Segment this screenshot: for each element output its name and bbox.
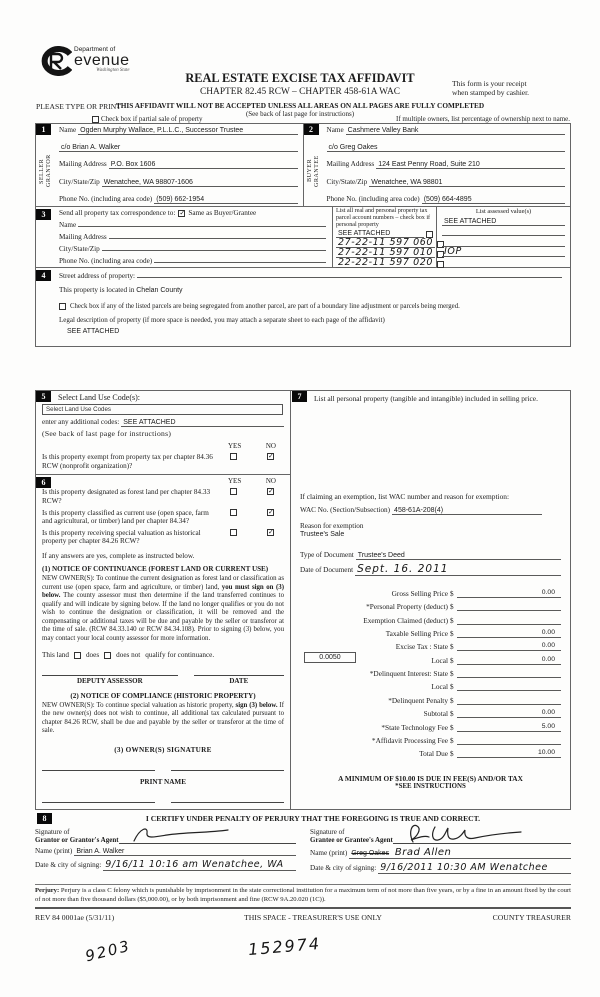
section-7-badge: 7 (292, 391, 307, 402)
seller-grantor-side-label: SELLER GRANTOR (38, 154, 52, 188)
grantor-name-print-label: Name (print) (35, 847, 73, 855)
forest-land-question: Is this property designated as forest land per chapter 84.33 RCW? (42, 488, 211, 505)
section-6-header (36, 474, 290, 488)
partial-sale-row (92, 115, 570, 123)
footer-row (35, 913, 571, 922)
affidavit-processing-fee-value[interactable] (457, 737, 561, 745)
buyer-phone-label: Phone No. (including area code) (326, 195, 420, 203)
logo-washington-state: Washington State (96, 68, 130, 73)
buyer-name-value[interactable]: Cashmere Valley Bank (346, 127, 565, 135)
seller-name-value[interactable]: Ogden Murphy Wallace, P.L.L.C., Successor Trustee (78, 127, 297, 135)
parcel-numbers-column (332, 207, 436, 267)
parcel-see-attached[interactable]: SEE ATTACHED (336, 230, 424, 238)
section-4-badge: 4 (36, 270, 51, 281)
multiple-owners-note: If multiple owners, list percentage of ownership next to name. (396, 115, 570, 123)
notice-compliance-title: (2) NOTICE OF COMPLIANCE (HISTORIC PROPERTY) (70, 692, 256, 700)
assessed-value-input-3[interactable]: IOP (442, 247, 565, 257)
grantor-name-print-value[interactable]: Brian A. Walker (74, 848, 296, 856)
buyer-name-label: Name (326, 126, 344, 134)
delinquent-penalty-value[interactable] (457, 697, 561, 705)
corr-mailing-label: Mailing Address (59, 233, 107, 241)
print-name-line-1[interactable] (42, 801, 155, 803)
segregated-checkbox[interactable] (59, 303, 66, 310)
corr-mailing-input[interactable] (109, 231, 326, 239)
excise-tax-state-value[interactable]: 0.00 (457, 642, 561, 651)
delinquent-interest-state-label: *Delinquent Interest: State (369, 669, 448, 679)
logo-department-of: Department of (74, 46, 116, 53)
corr-phone-label: Phone No. (including area code) (59, 257, 153, 265)
grantee-name-print-value[interactable] (349, 847, 571, 859)
personal-property-deduct-value[interactable] (457, 603, 561, 611)
section-6-badge: 6 (36, 477, 51, 488)
seller-city-label: City/State/Zip (59, 177, 100, 186)
grantee-date-city-value[interactable]: 9/16/2011 10:30 AM Wenatchee (378, 862, 571, 874)
seller-phone-value[interactable]: (509) 662-1954 (154, 196, 297, 204)
notice-compliance-body: NEW OWNER(S): To continue special valuation as historic property, sign (3) below. If the new owner(s) does not wish to continue, all additional tax calculated pursuant to chapter 84.26 RCW, shall be due and payable by the seller or transferor at the time of sale. (42, 702, 284, 735)
grantor-date-city-label: Date & city of signing: (35, 861, 102, 869)
send-correspondence-label: Send all property tax correspondence to: (59, 209, 176, 217)
stamp-number-left: 9203 (83, 936, 133, 966)
seller-phone-label: Phone No. (including area code) (59, 195, 153, 203)
personal-property-intro: List all personal property (tangible and intangible) included in selling price. (314, 394, 538, 403)
taxable-selling-price-value[interactable]: 0.00 (457, 629, 561, 638)
notice-continuance-title: (1) NOTICE OF CONTINUANCE (FOREST LAND OR CURRENT USE) (42, 565, 269, 574)
land-does-checkbox[interactable] (74, 652, 81, 659)
grantee-name-print-label: Name (print) (310, 849, 348, 857)
state-technology-fee-label: *State Technology Fee (381, 722, 448, 732)
deputy-assessor-line[interactable]: DEPUTY ASSESSOR (42, 675, 178, 685)
sec5-see-back: (See back of last page for instructions) (42, 429, 172, 438)
located-in-label: This property is located in (59, 286, 135, 294)
receipt-note-line2: when stamped by cashier. (452, 88, 530, 97)
grantor-signature-label: Signature of Grantor or Grantor's Agent (35, 827, 119, 844)
print-name-line-2[interactable] (171, 801, 284, 803)
delinquent-interest-local-label: Local (431, 682, 448, 692)
subtotal-value[interactable]: 0.00 (457, 709, 561, 718)
county-value[interactable]: Chelan County (136, 287, 183, 294)
property-location-section (35, 267, 571, 347)
parcel-numbers-header: List all real and personal property tax parcel account numbers – check box if personal property (336, 208, 431, 229)
exempt-yes-checkbox[interactable] (230, 453, 237, 460)
if-yes-note: If any answers are yes, complete as instructed below. (42, 552, 195, 561)
assessed-values-column (436, 207, 570, 267)
section-8-badge: 8 (37, 813, 52, 824)
buyer-phone-value[interactable]: (509) 664-4895 (422, 196, 565, 204)
receipt-note (452, 79, 574, 97)
buyer-care-of-value[interactable]: c/o Greg Oakes (327, 144, 566, 152)
same-as-buyer-label: Same as Buyer/Grantee (188, 209, 257, 217)
seller-mailing-label: Mailing Address (59, 160, 107, 168)
does-not-label: does not (116, 651, 141, 659)
section-3-badge: 3 (36, 209, 51, 220)
assessed-value-input-1[interactable] (442, 228, 565, 236)
money-table: Gross Selling Price $ 0.00 *Personal Property (deduct) $ Exemption Claimed (deduct) $ Taxable Selling Price $ 0.00 Excise Tax : State $ 0.00 0.0050 Local $ 0.00 *Delinquent Interest: State $ Local $ *Delinquent Penalty $ Subtotal $ 0.00 *State Technology Fee $ 5.00 *Affidavit Processing Fee $ Total Due $ 10.00 (300, 584, 561, 758)
grantee-date-city-label: Date & city of signing: (310, 864, 377, 872)
same-as-buyer-checkbox[interactable]: ✓ (179, 208, 186, 217)
corr-phone-input[interactable] (154, 255, 326, 263)
seller-name-label: Name (59, 126, 77, 134)
reason-exemption-value[interactable]: Trustee's Sale (300, 531, 345, 539)
notice-continuance-body: NEW OWNER(S): To continue the current designation as forest land or classification as current use (open space, farm and agriculture, or timber) land, you must sign on (3) below. The county assessor must then determine if the land transferred continues to qualify and will indicate by signing below. If the land no longer qualifies or you do not wish to continue the designation or classification, it will be removed and the compensating or additional taxes will be due and payable by the seller or transferor at the time of sale. (RCW 84.33.140 or RCW 84.34.108). Prior to signing (3) below, you may contact your local county assessor for more information. (42, 575, 284, 642)
seller-city-value[interactable]: Wenatchee, WA 98807-1606 (102, 179, 298, 187)
grantor-signature-block (35, 824, 296, 874)
delinquent-interest-local-value[interactable] (457, 683, 561, 691)
continuance-qualify-row (42, 651, 284, 659)
legal-description-value[interactable]: SEE ATTACHED (67, 328, 120, 335)
parcel-number-3[interactable]: 22-22-11 597 020 (338, 256, 434, 268)
form-title: REAL ESTATE EXCISE TAX AFFIDAVIT (185, 71, 415, 85)
section-1-badge: 1 (36, 124, 51, 135)
date-of-document-value[interactable]: Sept. 16. 2011 (355, 563, 561, 576)
this-land-label: This land (42, 651, 69, 659)
buyer-grantee-side-label: BUYER GRANTEE (305, 155, 320, 187)
form-subtitle: CHAPTER 82.45 RCW – CHAPTER 458-61A WAC (200, 87, 400, 97)
grantee-signature-line[interactable] (393, 824, 571, 844)
corr-name-input[interactable] (78, 219, 326, 227)
see-instructions-note: *SEE INSTRUCTIONS (395, 783, 466, 791)
assessed-see-attached[interactable]: SEE ATTACHED (442, 218, 565, 226)
owner-signature-line-2[interactable] (171, 769, 284, 771)
correspondence-fields (36, 207, 332, 267)
additional-codes-value[interactable]: SEE ATTACHED (121, 419, 284, 427)
gross-selling-price-label: Gross Selling Price (391, 588, 448, 598)
wac-label: WAC No. (Section/Subsection) (300, 506, 391, 515)
personal-property-deduct-label: *Personal Property (deduct) (366, 602, 448, 612)
historic-question: Is this property receiving special valuation as historical property per chapter 84.26 RCW? (42, 528, 201, 546)
perjury-text: Perjury is a class C felony which is punishable by imprisonment in the state correctional institution for a maximum term of not more than five years, or by a fine in an amount fixed by the court of not more than five thousand dollars ($5,000.00), or by both imprisonment and fine (RCW 9A.20.020 (1C)). (35, 887, 571, 903)
please-type-or-print: PLEASE TYPE OR PRINT (36, 102, 121, 111)
exemption-label: If claiming an exemption, list WAC number and reason for exemption: (300, 492, 510, 502)
local-rate-box[interactable]: 0.0050 (304, 652, 356, 663)
type-of-document-value[interactable]: Trustee's Deed (356, 552, 561, 560)
date-of-document-label: Date of Document (300, 566, 354, 575)
gross-selling-price-value[interactable]: 0.00 (457, 589, 561, 598)
street-address-label: Street address of property: (59, 272, 136, 280)
assessed-values-header: List assessed value(s) (475, 208, 532, 215)
street-address-input[interactable] (137, 270, 562, 278)
historic-no-checkbox[interactable]: ✓ (268, 527, 274, 536)
exempt-no-checkbox[interactable]: ✓ (268, 452, 274, 460)
grantor-signature (131, 824, 231, 846)
form-revision-number: REV 84 0001ae (5/31/11) (35, 913, 115, 922)
corr-city-input[interactable] (102, 243, 326, 251)
reason-exemption-label: Reason for exemption (300, 522, 364, 531)
corr-name-label: Name (59, 221, 77, 229)
owner-signature-line-1[interactable] (42, 769, 155, 771)
parcel-number-2[interactable]: 27-22-11 597 010 (338, 246, 434, 258)
current-use-question: Is this property classified as current use (open space, farm and agricultural, or timber) land per chapter 84.34? (42, 508, 209, 526)
seller-mailing-value[interactable]: P.O. Box 1606 (109, 161, 298, 169)
state-technology-fee-value[interactable]: 5.00 (457, 723, 561, 732)
delinquent-penalty-label: *Delinquent Penalty (388, 695, 448, 705)
land-use-select[interactable]: Select Land Use Codes (42, 404, 283, 415)
buyer-city-value[interactable]: Wenatchee, WA 98801 (369, 179, 565, 187)
section-2-badge: 2 (304, 124, 319, 135)
type-of-document-label: Type of Document (300, 551, 354, 560)
receipt-number-center: 152974 (247, 933, 322, 960)
sec5-yes-no-header: YES NO (228, 442, 276, 450)
owners-signature-lines (42, 769, 284, 771)
current-use-no-checkbox[interactable]: ✓ (268, 507, 274, 516)
buyer-mailing-value[interactable]: 124 East Penny Road, Suite 210 (376, 161, 565, 169)
grantee-name-hand: Brad Allen (394, 847, 452, 858)
land-does-not-checkbox[interactable] (104, 652, 111, 659)
forest-yes-checkbox[interactable] (230, 488, 237, 495)
grantee-signature (405, 820, 525, 846)
section-5-badge: 5 (36, 391, 51, 402)
grantee-name-struck: Greg Oakes (351, 850, 390, 857)
excise-tax-state-label: Excise Tax : State (395, 642, 448, 652)
current-use-yes-checkbox[interactable] (230, 509, 237, 516)
completion-warning: THIS AFFIDAVIT WILL NOT BE ACCEPTED UNLESS ALL AREAS ON ALL PAGES ARE FULLY COMPLETED (115, 101, 485, 110)
delinquent-interest-state-value[interactable] (457, 670, 561, 678)
minimum-due-note: A MINIMUM OF $10.00 IS DUE IN FEE(S) AND/OR TAX (338, 774, 523, 784)
selling-price-section (291, 390, 571, 810)
seller-care-of-value[interactable]: c/o Brian A. Walker (59, 144, 298, 152)
certify-statement: 8 I CERTIFY UNDER PENALTY OF PERJURY THAT THE FOREGOING IS TRUE AND CORRECT. (35, 814, 571, 823)
print-name-lines (42, 801, 284, 803)
receipt-note-line1: This form is your receipt (452, 79, 527, 88)
partial-sale-label: Check box if partial sale of property (101, 115, 203, 123)
qualify-label: qualify for continuance. (145, 651, 215, 659)
county-treasurer-label: COUNTY TREASURER (492, 913, 571, 922)
parcel-number-1[interactable]: 27-22-11 597 060 (338, 236, 434, 248)
corr-city-label: City/State/Zip (59, 245, 100, 253)
affidavit-processing-fee-label: *Affidavit Processing Fee (371, 736, 448, 746)
dor-logo (38, 46, 130, 76)
additional-codes-label: enter any additional codes: (42, 418, 120, 426)
historic-yes-checkbox[interactable] (230, 529, 237, 536)
legal-description-label: Legal description of property (if more space is needed, you may attach a separate sheet to each page of the affidavit) (59, 316, 385, 324)
revenue-logo-icon (38, 46, 72, 76)
wac-value[interactable]: 458-61A-208(4) (392, 507, 542, 515)
buyer-mailing-label: Mailing Address (326, 160, 375, 168)
owners-signature-title: (3) OWNER(S) SIGNATURE (114, 745, 212, 754)
perjury-label: Perjury: (35, 887, 60, 894)
exemption-claimed-label: Exemption Claimed (deduct) (363, 615, 448, 625)
sec6-yes-no-header: YES NO (228, 477, 276, 486)
does-label: does (85, 651, 100, 659)
parties-box (35, 123, 571, 207)
exemption-claimed-value[interactable] (457, 617, 561, 625)
buyer-city-label: City/State/Zip (326, 177, 368, 186)
land-use-section (35, 390, 291, 810)
print-name-title: PRINT NAME (140, 777, 186, 786)
partial-sale-checkbox[interactable] (92, 116, 99, 123)
exempt-question: Is this property exempt from property tax per chapter 84.36 RCW (nonprofit organization)? (42, 453, 213, 470)
treasurer-use-only-label: THIS SPACE - TREASURER'S USE ONLY (244, 913, 382, 922)
forest-no-checkbox[interactable]: ✓ (268, 487, 274, 496)
seller-section (36, 124, 304, 206)
land-use-title: Select Land Use Code(s): (58, 393, 140, 402)
perjury-notice (35, 884, 571, 909)
excise-tax-local-value[interactable]: 0.00 (457, 656, 561, 665)
segregated-label: Check box if any of the listed parcels are being segregated from another parcel, are part of a boundary line adjustment or parcels being merged. (70, 303, 460, 310)
deputy-date-line[interactable]: DATE (194, 675, 284, 685)
logo-revenue-text: evenue (74, 52, 130, 69)
grantee-signature-label: Signature of Grantee or Grantee's Agent (310, 827, 393, 844)
excise-tax-local-label: Local (431, 655, 448, 665)
see-back-note: (See back of last page for instructions) (245, 110, 355, 118)
total-due-value[interactable]: 10.00 (457, 749, 561, 758)
grantor-date-city-value[interactable]: 9/16/11 10:16 am Wenatchee, WA (103, 859, 296, 871)
tax-correspondence-section (35, 207, 571, 268)
subtotal-label: Subtotal (423, 709, 448, 719)
buyer-section (304, 124, 571, 206)
total-due-label: Total Due (419, 749, 448, 759)
taxable-selling-price-label: Taxable Selling Price (385, 628, 448, 638)
grantee-signature-block (310, 824, 571, 874)
certification-section (35, 814, 571, 874)
grantor-signature-line[interactable] (119, 824, 296, 844)
